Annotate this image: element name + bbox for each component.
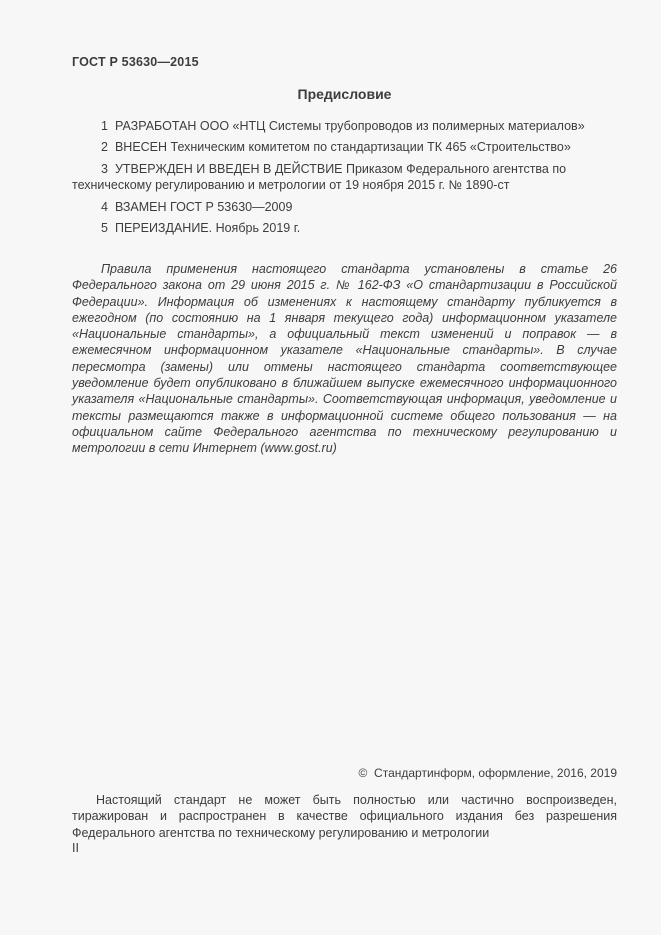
copyright-line: © Стандартинформ, оформление, 2016, 2019: [358, 766, 617, 780]
item-number: 3: [101, 161, 108, 176]
page-number: II: [72, 841, 79, 855]
item-text: ВЗАМЕН ГОСТ Р 53630—2009: [114, 199, 293, 214]
item-text: ВНЕСЕН Техническим комитетом по стандартизации ТК 465 «Строительство»: [114, 140, 571, 155]
distribution-restriction: Настоящий стандарт не может быть полностью или частично воспроизведен, тиражирован и распространен в качестве официального издания без разрешения Федерального агентства по техническому регулированию и метрологии: [72, 793, 617, 840]
item-number: 1: [101, 119, 108, 133]
item-text: РАЗРАБОТАН ООО «НТЦ Системы трубопроводов из полимерных материалов»: [114, 119, 585, 133]
preface-items: [72, 118, 617, 241]
item-text: УТВЕРЖДЕН И ВВЕДЕН В ДЕЙСТВИЕ Приказом Федерального агентства по техническому регулированию и метрологии от 19 ноября 2015 г. № 1890-ст: [72, 161, 567, 193]
preface-item-1: [72, 118, 617, 134]
preface-item-2: [72, 139, 617, 155]
item-number: 5: [101, 221, 108, 236]
preface-item-3: [72, 161, 617, 194]
item-number: 2: [101, 140, 108, 155]
preface-item-4: [72, 199, 617, 215]
legal-notice: Правила применения настоящего стандарта установлены в статье 26 Федерального закона от 29 июня 2015 г. № 162-ФЗ «О стандартизации в Российской Федерации». Информация об изменениях к настоящему стандарту публикуется в ежегодном (по состоянию на 1 января текущего года) информационном указателе «Национальные стандарты», а официальный текст изменений и поправок — в ежемесячном информационном указателе «Национальные стандарты». В случае пересмотра (замены) или отмены настоящего стандарта соответствующее уведомление будет опубликовано в ближайшем выпуске ежемесячного информационного указателя «Национальные стандарты». Соответствующая информация, уведомление и тексты размещаются также в информационной системе общего пользования — на официальном сайте Федерального агентства по техническому регулированию и метрологии в сети Интернет (www.gost.ru): [72, 262, 617, 456]
preface-item-5: [72, 220, 617, 236]
doc-code-header: ГОСТ Р 53630—2015: [72, 55, 199, 69]
item-text: ПЕРЕИЗДАНИЕ. Ноябрь 2019 г.: [114, 221, 301, 236]
preface-title: Предисловие: [297, 86, 392, 102]
item-number: 4: [101, 199, 108, 214]
